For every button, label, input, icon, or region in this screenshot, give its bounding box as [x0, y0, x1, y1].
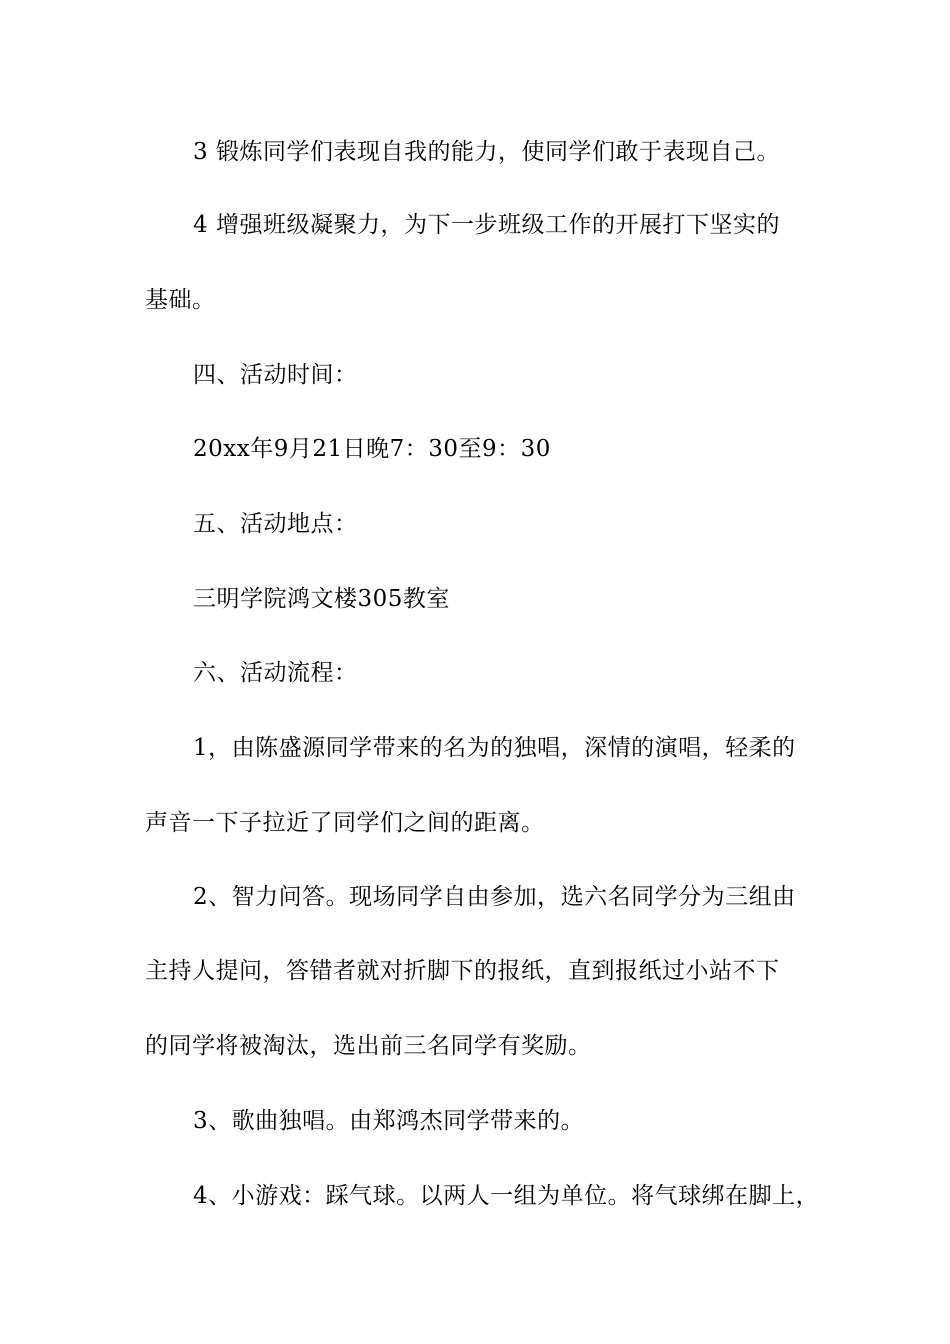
paragraph-line: 主持人提问，答错者就对折脚下的报纸，直到报纸过小站不下 — [145, 958, 780, 984]
section-heading: 四、活动时间： — [193, 362, 358, 388]
paragraph-line: 2、智力问答。现场同学自由参加，选六名同学分为三组由 — [193, 884, 796, 910]
paragraph-line: 20xx年9月21日晚7：30至9：30 — [193, 436, 551, 462]
paragraph-line: 声音一下子拉近了同学们之间的距离。 — [145, 810, 545, 836]
paragraph-line: 三明学院鸿文楼305教室 — [193, 586, 450, 612]
paragraph-line: 3 锻炼同学们表现自我的能力，使同学们敢于表现自己。 — [193, 139, 780, 165]
paragraph-line: 4、小游戏：踩气球。以两人一组为单位。将气球绑在脚上， — [193, 1183, 820, 1209]
paragraph-line: 3、歌曲独唱。由郑鸿杰同学带来的。 — [193, 1108, 585, 1134]
paragraph-line: 4 增强班级凝聚力，为下一步班级工作的开展打下坚实的 — [193, 212, 780, 238]
section-heading: 六、活动流程： — [193, 660, 358, 686]
paragraph-line: 1，由陈盛源同学带来的名为的独唱，深情的演唱，轻柔的 — [193, 735, 796, 761]
section-heading: 五、活动地点： — [193, 511, 358, 537]
paragraph-line: 基础。 — [145, 287, 216, 313]
paragraph-line: 的同学将被淘汰，选出前三名同学有奖励。 — [145, 1033, 592, 1059]
